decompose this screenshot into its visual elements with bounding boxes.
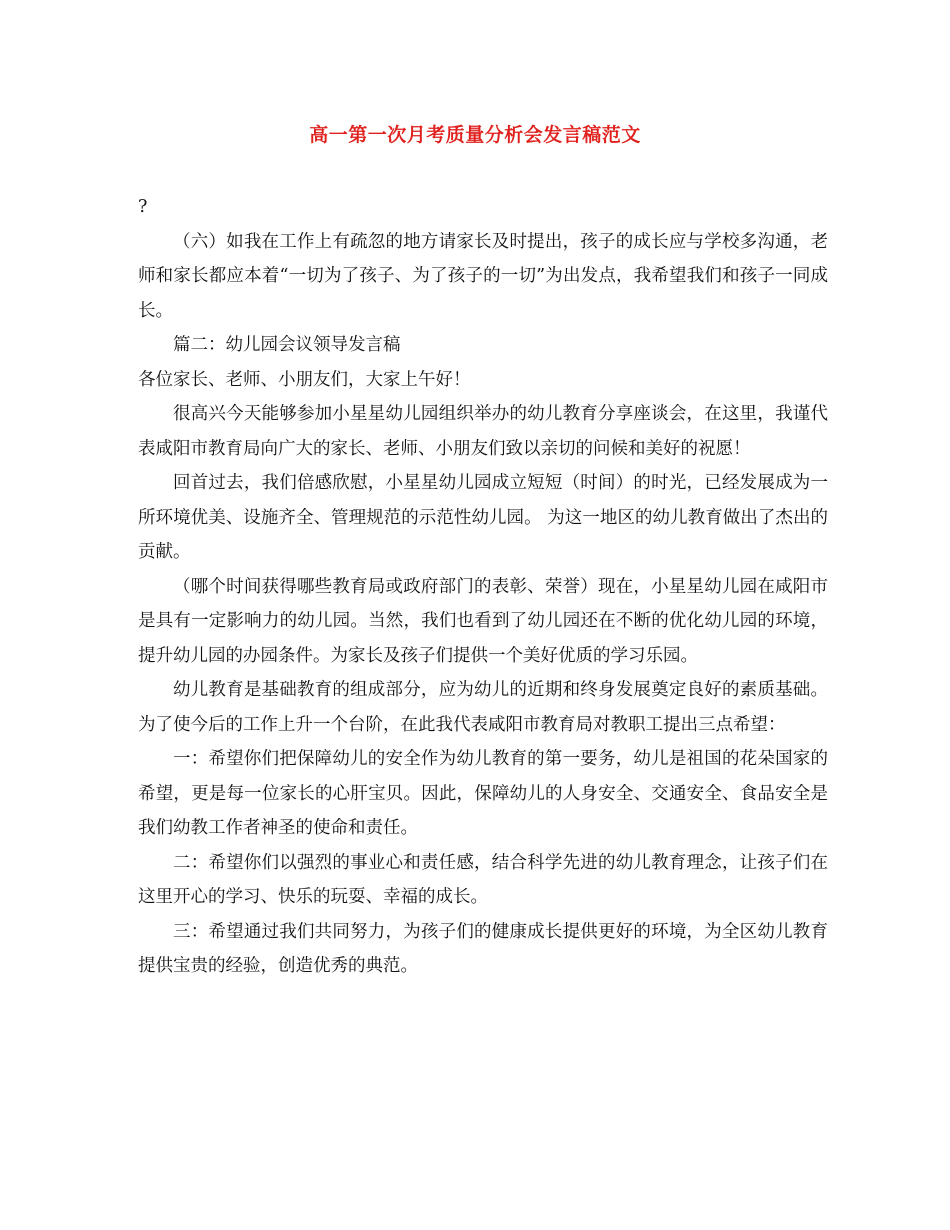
paragraph: 二：希望你们以强烈的事业心和责任感，结合科学先进的幼儿教育理念，让孩子们在这里开心的学习、快乐的玩耍、幸福的成长。 — [138, 852, 828, 907]
document-title: 高一第一次月考质量分析会发言稿范文 — [309, 124, 641, 146]
paragraph: 一：希望你们把保障幼儿的安全作为幼儿教育的第一要务，幼儿是祖国的花朵国家的希望，更是每一位家长的心肝宝贝。因此，保障幼儿的人身安全、交通安全、食品安全是我们幼教工作者神圣的使命和责任。 — [138, 749, 828, 838]
salutation: 各位家长、老师、小朋友们，大家上午好！ — [138, 369, 471, 390]
paragraph: ? — [138, 197, 148, 217]
paragraph: 幼儿教育是基础教育的组成部分，应为幼儿的近期和终身发展奠定良好的素质基础。为了使今后的工作上升一个台阶，在此我代表咸阳市教育局对教职工提出三点希望： — [138, 680, 828, 735]
paragraph: （六）如我在工作上有疏忽的地方请家长及时提出，孩子的成长应与学校多沟通，老师和家长都应本着“一切为了孩子、为了孩子的一切”为出发点，我希望我们和孩子一同成长。 — [138, 231, 828, 321]
paragraph: （哪个时间获得哪些教育局或政府部门的表彰、荣誉）现在，小星星幼儿园在咸阳市是具有一定影响力的幼儿园。当然，我们也看到了幼儿园还在不断的优化幼儿园的环境，提升幼儿园的办园条件。为家长及孩子们提供一个美好优质的学习乐园。 — [138, 576, 828, 666]
section-heading: 篇二：幼儿园会议领导发言稿 — [173, 335, 401, 355]
paragraph: 三：希望通过我们共同努力，为孩子们的健康成长提供更好的环境，为全区幼儿教育提供宝贵的经验，创造优秀的典范。 — [138, 921, 828, 976]
paragraph: 很高兴今天能够参加小星星幼儿园组织举办的幼儿教育分享座谈会，在这里，我谨代表咸阳市教育局向广大的家长、老师、小朋友们致以亲切的问候和美好的祝愿！ — [138, 404, 828, 459]
paragraph: 回首过去，我们倍感欣慰，小星星幼儿园成立短短（时间）的时光，已经发展成为一所环境优美、设施齐全、管理规范的示范性幼儿园。 为这一地区的幼儿教育做出了杰出的贡献。 — [138, 473, 828, 562]
document-body — [138, 190, 828, 984]
